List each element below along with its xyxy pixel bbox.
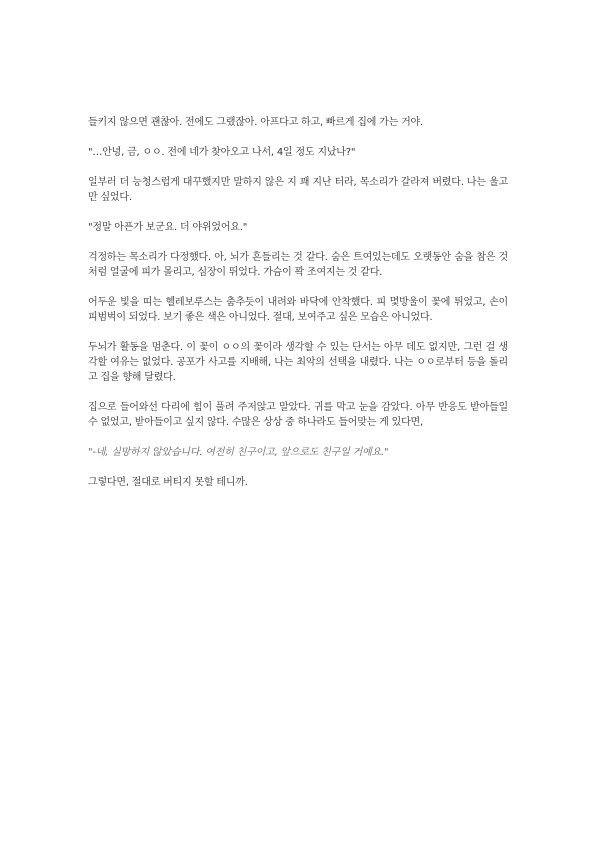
paragraph: 일부러 더 능청스럽게 대꾸했지만 말하지 않은 지 꽤 지난 터라, 목소리가 갈라져 버렸다. 나는 울고만 싶었다.: [88, 177, 508, 203]
paragraph: 두뇌가 활동을 멈춘다. 이 꽃이 ㅇㅇ의 꽃이라 생각할 수 있는 단서는 아무 데도 없지만, 그런 걸 생각할 여유는 없었다. 공포가 사고를 지배해, 나는 최악의 선택을 내렸다. 나는 ㅇㅇ로부터 등을 돌리고 집을 향해 달렸다.: [88, 342, 508, 383]
italic-dialogue-paragraph: "-네, 실망하지 않았습니다. 여전히 친구이고, 앞으로도 친구일 거예요.": [88, 447, 389, 458]
paragraph: 들키지 않으면 괜찮아. 전에도 그랬잖아. 아프다고 하고, 빠르게 집에 가는 거야.: [88, 117, 423, 128]
paragraph: 어두운 빛을 띠는 헬레보루스는 춤추듯이 내려와 바닥에 안착했다. 피 몇방울이 꽃에 튀었고, 손이 피범벅이 되었다. 보기 좋은 색은 아니었다. 절대, 보여주고 싶은 모습은 아니었다.: [88, 297, 508, 323]
paragraph: 그렇다면, 절대로 버티지 못할 테니까.: [88, 477, 248, 488]
dialogue-paragraph: "…안녕, 금, ㅇㅇ. 전에 네가 찾아오고 나서, 4일 정도 지났나?": [88, 147, 356, 158]
paragraph: 집으로 들어와선 다리에 힘이 풀려 주저앉고 말았다. 귀를 막고 눈을 감았다. 아무 반응도 받아들일 수 없었고, 받아들이고 싶지 않다. 수많은 상상 중 하나라도 들어맞는 게 있다면,: [88, 402, 508, 428]
document-body: [88, 115, 508, 505]
paragraph: 걱정하는 목소리가 다정했다. 아, 뇌가 흔들리는 것 같다. 숨은 트여있는데도 오랫동안 숨을 참은 것처럼 얼굴에 피가 몰리고, 심장이 뛰었다. 가슴이 꽉 조여지는 것 같다.: [88, 252, 508, 278]
dialogue-paragraph: "정말 아픈가 보군요. 더 야위었어요.": [88, 222, 248, 233]
